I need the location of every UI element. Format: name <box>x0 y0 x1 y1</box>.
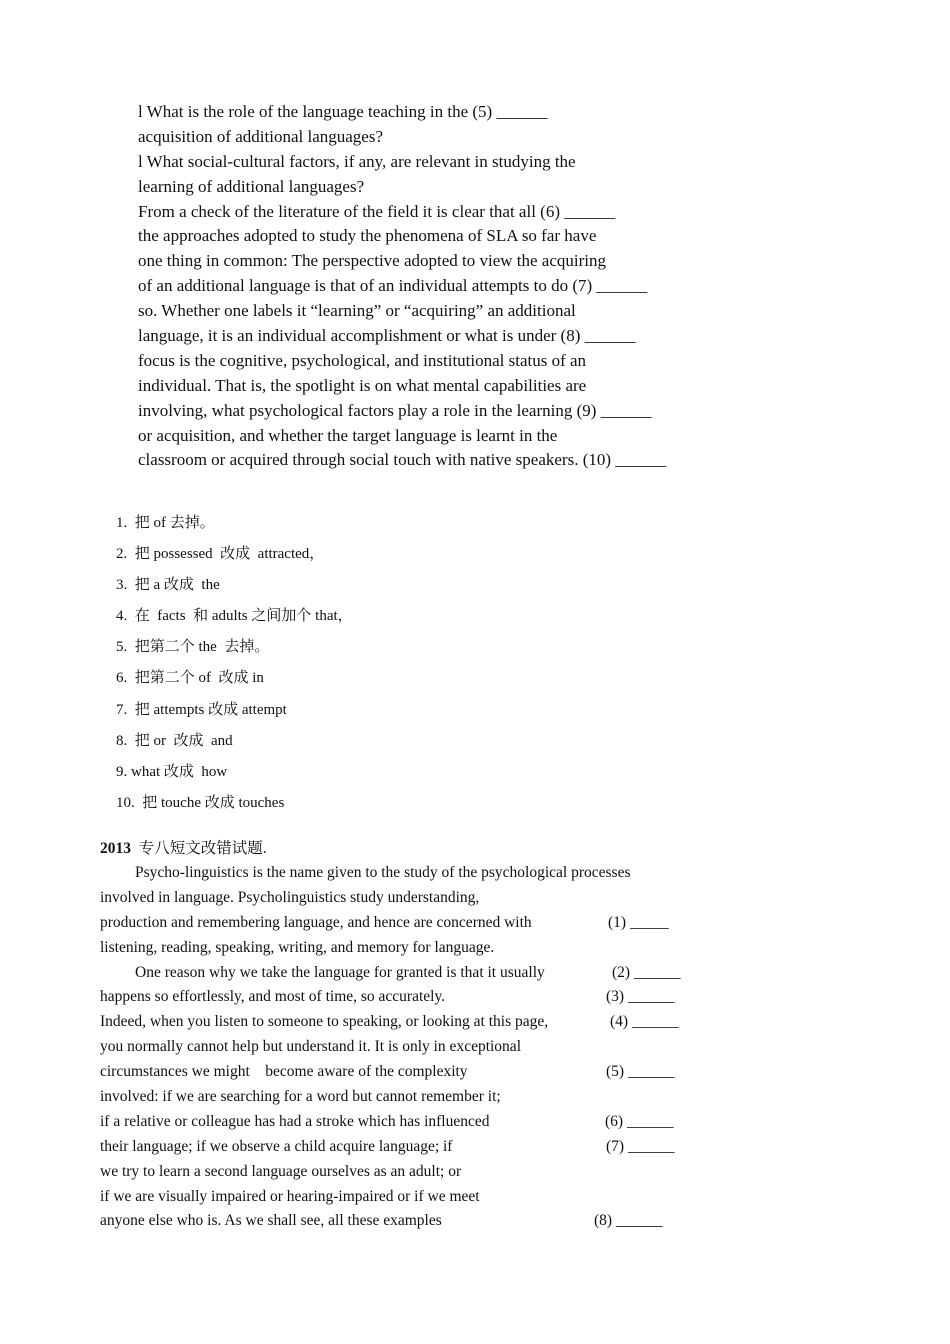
passage-line <box>100 861 720 886</box>
passage-continuation <box>138 100 778 473</box>
answer-key-list <box>116 508 616 819</box>
passage-line <box>100 1035 720 1060</box>
answer-item: 10. 把 touche 改成 touches <box>116 794 285 811</box>
answer-item: 2. 把 possessed 改成 attracted， <box>116 546 325 563</box>
passage-line: learning of additional languages? <box>138 176 365 196</box>
answer-item: 4. 在 facts 和 adults 之间加个 that， <box>116 608 353 625</box>
passage-line-text: production and remembering language, and hence are concerned with <box>100 913 532 931</box>
passage-line <box>100 1209 720 1234</box>
answer-blank: (7) ______ <box>606 1137 675 1155</box>
passage-line: focus is the cognitive, psychological, and institutional status of an <box>138 350 587 370</box>
passage-line: or acquisition, and whether the target language is learnt in the <box>138 425 558 445</box>
passage-line-text: if a relative or colleague has had a stroke which has influenced <box>100 1112 490 1130</box>
passage-line: one thing in common: The perspective adopted to view the acquiring <box>138 251 607 271</box>
passage-line <box>100 1135 720 1160</box>
answer-blank: (8) ______ <box>594 1212 663 1230</box>
passage-line: the approaches adopted to study the phenomena of SLA so far have <box>138 226 597 246</box>
passage-line-text: One reason why we take the language for granted is that it usually <box>135 963 545 981</box>
answer-item: 5. 把第二个 the 去掉。 <box>116 639 270 656</box>
passage-line: l What is the role of the language teaching in the (5) ______ <box>138 102 548 121</box>
answer-blank: (5) ______ <box>606 1063 675 1081</box>
passage-line-text: anyone else who is. As we shall see, all these examples <box>100 1212 442 1230</box>
passage-line: acquisition of additional languages? <box>138 126 384 146</box>
passage-line <box>100 1185 720 1210</box>
passage-line <box>100 936 720 961</box>
passage-line: language, it is an individual accomplishment or what is under (8) ______ <box>138 326 636 346</box>
passage-line: of an additional language is that of an individual attempts to do (7) ______ <box>138 276 648 296</box>
answer-item: 6. 把第二个 of 改成 in <box>116 670 264 687</box>
passage-line <box>100 961 720 986</box>
passage-line <box>100 985 720 1010</box>
answer-blank: (3) ______ <box>606 988 675 1006</box>
passage-line <box>100 1160 720 1185</box>
answer-blank: (1) _____ <box>608 913 669 931</box>
passage-line: classroom or acquired through social touch with native speakers. (10) ______ <box>138 450 667 470</box>
answer-blank: (6) ______ <box>605 1112 674 1130</box>
passage-line <box>100 1110 720 1135</box>
passage-line-text: if we are visually impaired or hearing-impaired or if we meet <box>100 1187 480 1205</box>
passage-line: involving, what psychological factors play a role in the learning (9) ______ <box>138 400 652 420</box>
passage-line <box>100 1085 720 1110</box>
answer-item: 3. 把 a 改成 the <box>116 577 220 594</box>
passage-line-text: involved in language. Psycholinguistics study understanding, <box>100 888 480 906</box>
passage-line-text: listening, reading, speaking, writing, and memory for language. <box>100 938 495 956</box>
answer-item: 8. 把 or 改成 and <box>116 732 233 749</box>
answer-blank: (4) ______ <box>610 1013 679 1031</box>
passage-line: so. Whether one labels it “learning” or “acquiring” an additional <box>138 301 576 321</box>
section-year: 2013 <box>100 840 131 857</box>
passage-line <box>100 1010 720 1035</box>
section-heading <box>100 836 267 858</box>
passage-line <box>100 1060 720 1085</box>
passage-line <box>100 886 720 911</box>
passage-line: individual. That is, the spotlight is on what mental capabilities are <box>138 375 587 395</box>
answer-item: 7. 把 attempts 改成 attempt <box>116 701 287 718</box>
passage-line-text: their language; if we observe a child acquire language; if <box>100 1137 453 1155</box>
passage-line: From a check of the literature of the field it is clear that all (6) ______ <box>138 201 616 221</box>
passage-line-text: Psycho-linguistics is the name given to the study of the psychological processes <box>135 864 631 881</box>
answer-blank: (2) ______ <box>612 963 681 981</box>
passage-line-text: circumstances we might become aware of the complexity <box>100 1063 468 1081</box>
passage-line-text: you normally cannot help but understand it. It is only in exceptional <box>100 1038 521 1056</box>
answer-item: 9. what 改成 how <box>116 763 228 780</box>
passage-line-text: Indeed, when you listen to someone to speaking, or looking at this page, <box>100 1013 549 1031</box>
answer-item: 1. 把 of 去掉。 <box>116 515 215 531</box>
passage-line-text: happens so effortlessly, and most of time, so accurately. <box>100 988 446 1006</box>
error-correction-passage <box>100 861 720 1234</box>
passage-line: l What social-cultural factors, if any, are relevant in studying the <box>138 151 576 171</box>
passage-line-text: we try to learn a second language ourselves as an adult; or <box>100 1162 462 1180</box>
passage-line-text: involved: if we are searching for a word but cannot remember it; <box>100 1088 501 1106</box>
passage-line <box>100 911 720 936</box>
section-title-text: 专八短文改错试题. <box>131 840 267 857</box>
